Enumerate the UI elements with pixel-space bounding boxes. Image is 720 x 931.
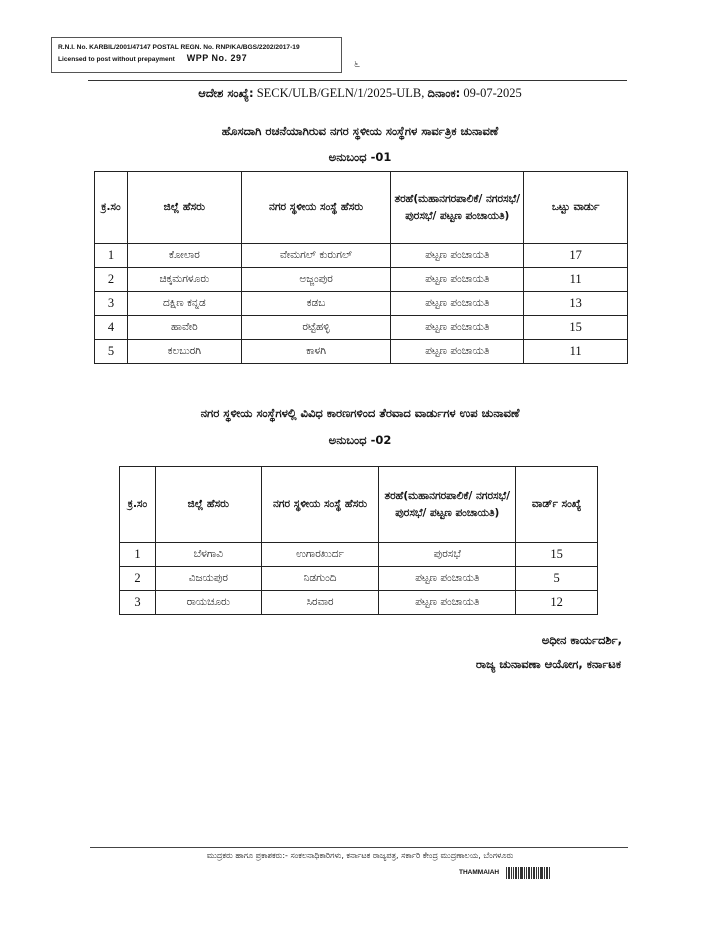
signatory-designation: ಅಧೀನ ಕಾರ್ಯದರ್ಶಿ, — [541, 633, 622, 647]
col-district: ಜಿಲ್ಲೆ ಹೆಸರು — [155, 467, 261, 543]
section1-annex: ಅನುಬಂಧ -01 — [328, 150, 392, 164]
order-number: SECK/ULB/GELN/1/2025-ULB, — [256, 86, 425, 100]
annex2-table — [119, 466, 598, 615]
table-row: 2 ಚಿಕ್ಕಮಗಳೂರು ಅಜ್ಜಂಪುರ ಪಟ್ಟಣ ಪಂಚಾಯತಿ 11 — [95, 268, 628, 292]
printer-name: THAMMAIAH — [459, 869, 500, 876]
order-line — [0, 86, 720, 101]
order-label: ಆದೇಶ ಸಂಖ್ಯೆ: — [198, 86, 254, 100]
col-type: ತರಹೆ(ಮಹಾನಗರಪಾಲಿಕೆ/ ನಗರಸಭೆ/ಪುರಸಭೆ/ ಪಟ್ಟಣ ಪಂಚಾಯತಿ) — [391, 172, 524, 244]
registration-line: R.N.I. No. KARBIL/2001/47147 POSTAL REGN. No. RNP/KA/BGS/2202/2017-19 — [58, 44, 300, 51]
table-row: 3 ರಾಯಚೂರು ಸಿರವಾರ ಪಟ್ಟಣ ಪಂಚಾಯತಿ 12 — [120, 591, 598, 615]
section1-title: ಹೊಸದಾಗಿ ರಚನೆಯಾಗಿರುವ ನಗರ ಸ್ಥಳೀಯ ಸಂಸ್ಥೆಗಳ ಸಾರ್ವತ್ರಿಕ ಚುನಾವಣೆ — [221, 124, 499, 138]
table-row: 5 ಕಲಬುರಗಿ ಕಾಳಗಿ ಪಟ್ಟಣ ಪಂಚಾಯತಿ 11 — [95, 340, 628, 364]
date-label: ದಿನಾಂಕ: — [427, 86, 461, 100]
col-ulb-name: ನಗರ ಸ್ಥಳೀಯ ಸಂಸ್ಥೆ ಹೆಸರು — [261, 467, 379, 543]
registration-box — [51, 37, 342, 73]
col-sl-no: ಕ್ರ.ಸಂ — [95, 172, 128, 244]
barcode-stamp — [506, 866, 550, 880]
footer-divider — [90, 847, 628, 848]
page-number: ೬ — [354, 57, 361, 70]
col-total-wards: ಒಟ್ಟು ವಾರ್ಡು — [524, 172, 628, 244]
col-sl-no: ಕ್ರ.ಸಂ — [120, 467, 156, 543]
col-ulb-name: ನಗರ ಸ್ಥಳೀಯ ಸಂಸ್ಥೆ ಹೆಸರು — [241, 172, 391, 244]
col-type: ತರಹೆ(ಮಹಾನಗರಪಾಲಿಕೆ/ ನಗರಸಭೆ/ಪುರಸಭೆ/ ಪಟ್ಟಣ ಪಂಚಾಯತಿ) — [379, 467, 516, 543]
table-row: 1 ಕೋಲಾರ ವೇಮಗಲ್ ಕುರುಗಲ್ ಪಟ್ಟಣ ಪಂಚಾಯತಿ 17 — [95, 244, 628, 268]
section2-title: ನಗರ ಸ್ಥಳೀಯ ಸಂಸ್ಥೆಗಳಲ್ಲಿ ವಿವಿಧ ಕಾರಣಗಳಿಂದ ತೆರವಾದ ವಾರ್ಡುಗಳ ಉಪ ಚುನಾವಣೆ — [200, 406, 520, 420]
order-date: 09-07-2025 — [463, 86, 522, 100]
table-row: 4 ಹಾವೇರಿ ರಟ್ಟೆಹಳ್ಳಿ ಪಟ್ಟಣ ಪಂಚಾಯತಿ 15 — [95, 316, 628, 340]
col-district: ಜಿಲ್ಲೆ ಹೆಸರು — [127, 172, 241, 244]
table-row: 1 ಬೆಳಗಾವಿ ಉಗಾರಖುರ್ದ ಪುರಸಭೆ 15 — [120, 543, 598, 567]
signatory-office: ರಾಜ್ಯ ಚುನಾವಣಾ ಆಯೋಗ, ಕರ್ನಾಟಕ — [475, 657, 621, 671]
wpp-number: WPP No. 297 — [186, 53, 248, 63]
section2-annex: ಅನುಬಂಧ -02 — [328, 433, 392, 447]
annex1-table — [94, 171, 628, 364]
printer-footer: ಮುದ್ರಕರು ಹಾಗೂ ಪ್ರಕಾಶಕರು:- ಸಂಕಲನಾಧಿಕಾರಿಗಳು, ಕರ್ನಾಟಕ ರಾಜ್ಯಪತ್ರ, ಸರ್ಕಾರಿ ಕೇಂದ್ರ ಮುದ್ರಣಾಲಯ, ಬೆಂಗಳೂರು — [206, 851, 514, 860]
table-row: 3 ದಕ್ಷಿಣ ಕನ್ನಡ ಕಡಬ ಪಟ್ಟಣ ಪಂಚಾಯತಿ 13 — [95, 292, 628, 316]
header-divider — [88, 80, 627, 81]
col-ward-number: ವಾರ್ಡ್ ಸಂಖ್ಯೆ — [516, 467, 598, 543]
license-text: Licensed to post without prepayment — [58, 56, 175, 63]
table-row: 2 ವಿಜಯಪುರ ನಿಡಗುಂದಿ ಪಟ್ಟಣ ಪಂಚಾಯತಿ 5 — [120, 567, 598, 591]
